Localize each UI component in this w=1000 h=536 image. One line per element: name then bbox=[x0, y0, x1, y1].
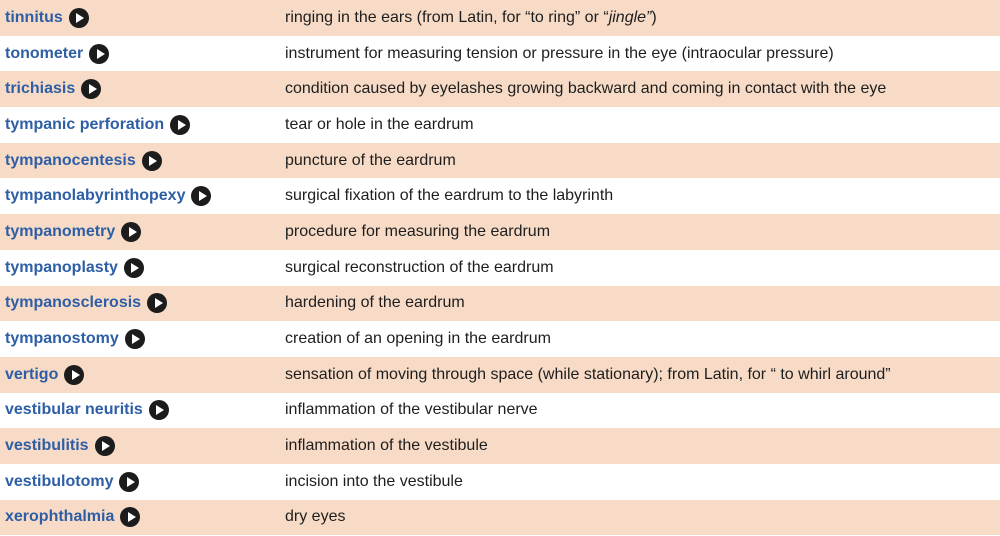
glossary-row bbox=[0, 286, 1000, 322]
term-label: tympanosclerosis bbox=[5, 294, 142, 312]
glossary-row bbox=[0, 464, 1000, 500]
glossary-row bbox=[0, 107, 1000, 143]
glossary-row bbox=[0, 428, 1000, 464]
term-label: tympanolabyrinthopexy bbox=[5, 187, 186, 205]
glossary-row bbox=[0, 357, 1000, 393]
glossary-row bbox=[0, 0, 1000, 36]
definition-text: instrument for measuring tension or pressure in the eye (intraocular pressure) bbox=[285, 44, 834, 62]
term-label: tonometer bbox=[5, 44, 84, 62]
term-label: tinnitus bbox=[5, 8, 63, 26]
play-icon[interactable] bbox=[191, 186, 211, 206]
term-cell bbox=[0, 400, 285, 420]
term-label: vestibulitis bbox=[5, 437, 89, 455]
glossary-row bbox=[0, 393, 1000, 429]
term-cell bbox=[0, 258, 285, 278]
term-cell bbox=[0, 472, 285, 492]
definition-text: dry eyes bbox=[285, 508, 346, 526]
definition-text: inflammation of the vestibular nerve bbox=[285, 401, 538, 419]
play-icon[interactable] bbox=[125, 329, 145, 349]
glossary-row bbox=[0, 36, 1000, 72]
definition-text: procedure for measuring the eardrum bbox=[285, 222, 551, 240]
term-label: tympanometry bbox=[5, 222, 116, 240]
term-cell bbox=[0, 186, 285, 206]
definition-emphasis: jingle” bbox=[608, 8, 652, 26]
play-icon[interactable] bbox=[69, 8, 89, 28]
definition-text: puncture of the eardrum bbox=[285, 151, 456, 169]
term-label: trichiasis bbox=[5, 80, 76, 98]
term-cell bbox=[0, 329, 285, 349]
term-cell bbox=[0, 365, 285, 385]
definition-part: ringing in the ears (from Latin, for “to ring” or “ bbox=[285, 8, 609, 26]
term-label: tympanocentesis bbox=[5, 151, 136, 169]
definition-text: inflammation of the vestibule bbox=[285, 437, 488, 455]
term-label: vestibular neuritis bbox=[5, 401, 143, 419]
term-label: vestibulotomy bbox=[5, 472, 114, 490]
glossary-row bbox=[0, 71, 1000, 107]
play-icon[interactable] bbox=[95, 436, 115, 456]
term-cell bbox=[0, 115, 285, 135]
definition-text: incision into the vestibule bbox=[285, 472, 463, 490]
term-cell bbox=[0, 507, 285, 527]
play-icon[interactable] bbox=[120, 507, 140, 527]
play-icon[interactable] bbox=[89, 44, 109, 64]
glossary-row bbox=[0, 178, 1000, 214]
definition-text: sensation of moving through space (while stationary); from Latin, for “ to whirl around” bbox=[285, 365, 891, 383]
term-cell bbox=[0, 293, 285, 313]
term-label: tympanoplasty bbox=[5, 258, 118, 276]
definition-text bbox=[285, 9, 657, 27]
term-cell bbox=[0, 222, 285, 242]
definition-text: tear or hole in the eardrum bbox=[285, 115, 474, 133]
definition-part: ) bbox=[651, 8, 657, 26]
glossary-row bbox=[0, 214, 1000, 250]
play-icon[interactable] bbox=[119, 472, 139, 492]
term-label: tympanic perforation bbox=[5, 115, 165, 133]
glossary-row bbox=[0, 143, 1000, 179]
term-cell bbox=[0, 8, 285, 28]
play-icon[interactable] bbox=[81, 79, 101, 99]
play-icon[interactable] bbox=[147, 293, 167, 313]
term-cell bbox=[0, 436, 285, 456]
definition-text: hardening of the eardrum bbox=[285, 294, 465, 312]
play-icon[interactable] bbox=[64, 365, 84, 385]
term-cell bbox=[0, 151, 285, 171]
definition-text: creation of an opening in the eardrum bbox=[285, 330, 551, 348]
term-label: xerophthalmia bbox=[5, 508, 115, 526]
term-cell bbox=[0, 79, 285, 99]
play-icon[interactable] bbox=[124, 258, 144, 278]
play-icon[interactable] bbox=[121, 222, 141, 242]
term-cell bbox=[0, 44, 285, 64]
play-icon[interactable] bbox=[142, 151, 162, 171]
definition-text: surgical reconstruction of the eardrum bbox=[285, 258, 554, 276]
definition-text: condition caused by eyelashes growing backward and coming in contact with the eye bbox=[285, 80, 887, 98]
glossary-row bbox=[0, 321, 1000, 357]
play-icon[interactable] bbox=[149, 400, 169, 420]
play-icon[interactable] bbox=[170, 115, 190, 135]
definition-text: surgical fixation of the eardrum to the labyrinth bbox=[285, 187, 614, 205]
term-label: tympanostomy bbox=[5, 330, 119, 348]
glossary-row bbox=[0, 250, 1000, 286]
term-label: vertigo bbox=[5, 365, 59, 383]
glossary-row bbox=[0, 500, 1000, 536]
